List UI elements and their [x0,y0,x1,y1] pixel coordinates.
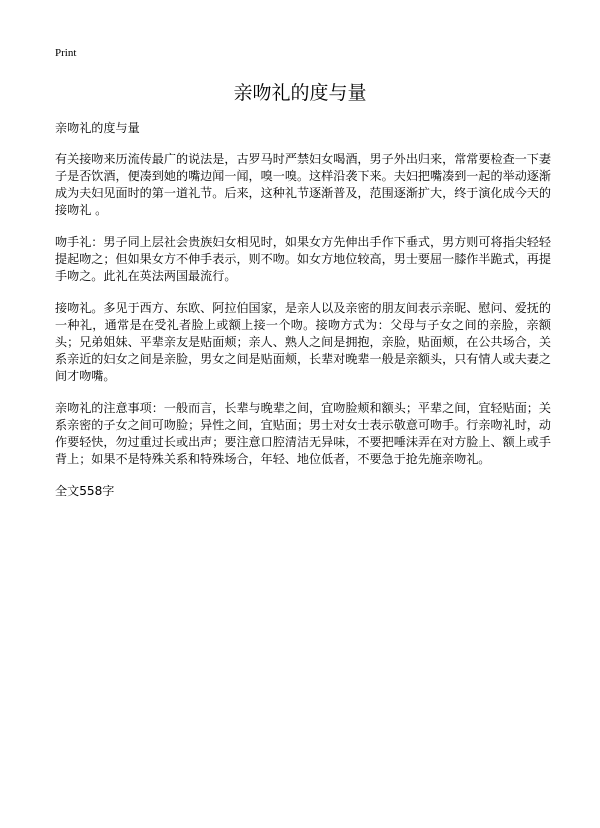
word-count: 全文558字 [55,484,115,498]
paragraph-origin: 有关接吻来历流传最广的说法是，古罗马时严禁妇女喝酒，男子外出归来，常常要检查一下妻子是否饮酒，便凑到她的嘴边闻一闻，嗅一嗅。这样沿袭下来。夫妇把嘴凑到一起的举动逐渐成为夫妇见面时的第一道礼节。后来，这种礼节逐渐普及，范围逐渐扩大，终于演化成今天的接吻礼 。 [55,152,551,217]
article-subtitle: 亲吻礼的度与量 [55,121,140,135]
paragraph-precautions: 亲吻礼的注意事项：一般而言，长辈与晚辈之间，宜吻脸颊和额头；平辈之间，宜轻贴面；关系亲密的子女之间可吻脸；异性之间，宜贴面；男士对女士表示敬意可吻手。行亲吻礼时，动作要轻快，勿过重过长或出声；要注意口腔清洁无异味，不要把唾沫弄在对方脸上、额上或手背上；如果不是特殊关系和特殊场合，年轻、地位低者，不要急于抢先施亲吻礼。 [55,401,551,466]
print-link[interactable]: Print [55,47,77,59]
page-title: 亲吻礼的度与量 [233,82,367,104]
paragraph-hand-kiss: 吻手礼：男子同上层社会贵族妇女相见时，如果女方先伸出手作下垂式，男方则可将指尖轻轻提起吻之；但如果女方不伸手表示，则不吻。如女方地位较高，男士要屈一膝作半跪式，再提手吻之。此礼在英法两国最流行。 [55,235,551,283]
paragraph-kiss-greeting: 接吻礼。多见于西方、东欧、阿拉伯国家，是亲人以及亲密的朋友间表示亲昵、慰问、爱抚的一种礼，通常是在受礼者脸上或额上接一个吻。接吻方式为：父母与子女之间的亲脸，亲额头；兄弟姐妹、平辈亲友是贴面颊；亲人、熟人之间是拥抱，亲脸，贴面颊，在公共场合，关系亲近的妇女之间是亲脸，男女之间是贴面颊，长辈对晚辈一般是亲额头，只有情人或夫妻之间才吻嘴。 [55,301,551,383]
article-body [55,120,551,515]
